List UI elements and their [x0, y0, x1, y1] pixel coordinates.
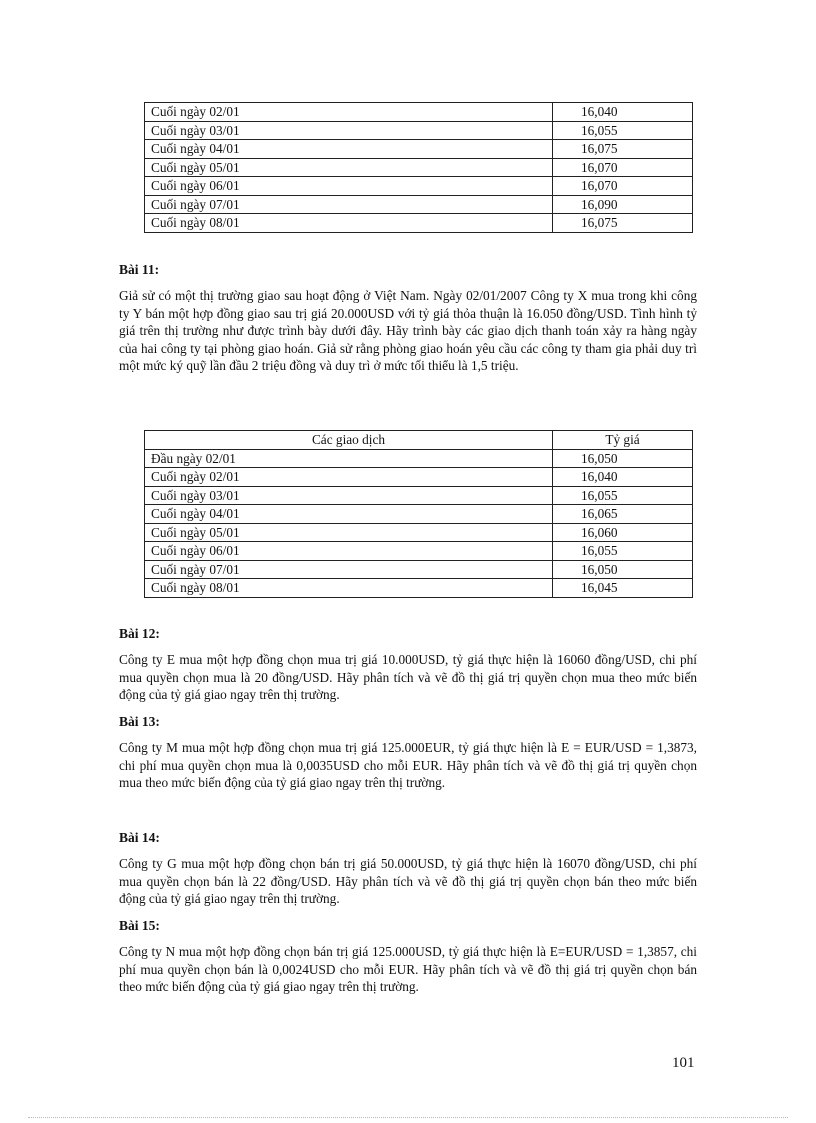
table-row: [145, 121, 693, 140]
table-row: [145, 195, 693, 214]
table-row: [145, 214, 693, 233]
table-row: [145, 177, 693, 196]
row-label: Đầu ngày 02/01: [145, 449, 553, 468]
exercise-14-title: Bài 14:: [119, 830, 160, 845]
row-label: Cuối ngày 03/01: [145, 121, 553, 140]
row-label: Cuối ngày 07/01: [145, 195, 553, 214]
row-label: Cuối ngày 06/01: [145, 177, 553, 196]
exchange-rate-table-1: [144, 102, 693, 233]
table-row: [145, 523, 693, 542]
exchange-rate-table-2: [144, 430, 693, 598]
row-label: Cuối ngày 04/01: [145, 140, 553, 159]
row-value: 16,050: [553, 560, 693, 579]
row-label: Cuối ngày 08/01: [145, 214, 553, 233]
column-header-rate: Tỷ giá: [553, 431, 693, 450]
row-value: 16,075: [553, 140, 693, 159]
table-row: [145, 486, 693, 505]
row-value: 16,055: [553, 486, 693, 505]
row-value: 16,090: [553, 195, 693, 214]
table-row: [145, 140, 693, 159]
table-row: [145, 449, 693, 468]
exercise-11: [119, 262, 697, 278]
exercise-14-text: Công ty G mua một hợp đồng chọn bán trị giá 50.000USD, tỷ giá thực hiện là 16070 đồng/USD, chi phí mua quyền chọn bán là 22 đồng/USD. Hãy phân tích và vẽ đồ thị giá trị quyền chọn bán theo mức biến động của tỷ giá giao ngay trên thị trường.: [119, 856, 697, 907]
row-value: 16,040: [553, 468, 693, 487]
row-value: 16,070: [553, 158, 693, 177]
row-label: Cuối ngày 07/01: [145, 560, 553, 579]
exercise-11-text: Giả sử có một thị trường giao sau hoạt động ở Việt Nam. Ngày 02/01/2007 Công ty X mua trong khi công ty Y bán một hợp đồng giao sau trị giá 20.000USD với tỷ giá thỏa thuận là 16.050 đồng/USD. Tình hình tỷ giá trên thị trường như được trình bày dưới đây. Hãy trình bày các giao dịch thanh toán xảy ra hàng ngày của hai công ty tại phòng giao hoán. Giả sử rằng phòng giao hoán yêu cầu các công ty tham gia phải duy trì một mức ký quỹ lần đầu 2 triệu đồng và duy trì ở mức tối thiểu là 1,5 triệu.: [119, 288, 697, 374]
table-row: [145, 103, 693, 122]
row-value: 16,070: [553, 177, 693, 196]
row-label: Cuối ngày 04/01: [145, 505, 553, 524]
column-header-transactions: Các giao dịch: [145, 431, 553, 450]
exercise-15-title: Bài 15:: [119, 918, 160, 933]
table-header-row: [145, 431, 693, 450]
exercise-12-text: Công ty E mua một hợp đồng chọn mua trị giá 10.000USD, tỷ giá thực hiện là 16060 đồng/USD, chi phí mua quyền chọn mua là 20 đồng/USD. Hãy phân tích và vẽ đồ thị giá trị quyền chọn mua theo mức biến động của tỷ giá giao ngay trên thị trường.: [119, 652, 697, 703]
row-value: 16,055: [553, 542, 693, 561]
row-value: 16,040: [553, 103, 693, 122]
row-label: Cuối ngày 05/01: [145, 158, 553, 177]
page-bottom-divider: [28, 1117, 788, 1118]
row-value: 16,075: [553, 214, 693, 233]
row-value: 16,065: [553, 505, 693, 524]
row-value: 16,045: [553, 579, 693, 598]
table-row: [145, 542, 693, 561]
row-value: 16,050: [553, 449, 693, 468]
row-label: Cuối ngày 02/01: [145, 103, 553, 122]
row-label: Cuối ngày 08/01: [145, 579, 553, 598]
row-label: Cuối ngày 05/01: [145, 523, 553, 542]
row-value: 16,055: [553, 121, 693, 140]
table-row: [145, 158, 693, 177]
exercise-title: Bài 11:: [119, 262, 160, 277]
table-row: [145, 579, 693, 598]
row-label: Cuối ngày 03/01: [145, 486, 553, 505]
exercise-13-text: Công ty M mua một hợp đồng chọn mua trị giá 125.000EUR, tỷ giá thực hiện là E = EUR/USD = 1,3873, chi phí mua quyền chọn mua là 0,0035USD cho mỗi EUR. Hãy phân tích và vẽ đồ thị giá trị quyền chọn mua theo mức biến động của tỷ giá giao ngay trên thị trường.: [119, 740, 697, 791]
table-row: [145, 468, 693, 487]
row-label: Cuối ngày 06/01: [145, 542, 553, 561]
page-number: 101: [672, 1055, 695, 1071]
table-row: [145, 505, 693, 524]
row-value: 16,060: [553, 523, 693, 542]
row-label: Cuối ngày 02/01: [145, 468, 553, 487]
table-row: [145, 560, 693, 579]
exercise-15-text: Công ty N mua một hợp đồng chọn bán trị giá 125.000USD, tỷ giá thực hiện là E=EUR/USD = 1,3857, chi phí mua quyền chọn bán là 0,0024USD cho mỗi EUR. Hãy phân tích và vẽ đồ thị giá trị quyền chọn bán theo mức biến động của tỷ giá giao ngay trên thị trường.: [119, 944, 697, 995]
exercise-12-title: Bài 12:: [119, 626, 160, 641]
exercise-13-title: Bài 13:: [119, 714, 160, 729]
